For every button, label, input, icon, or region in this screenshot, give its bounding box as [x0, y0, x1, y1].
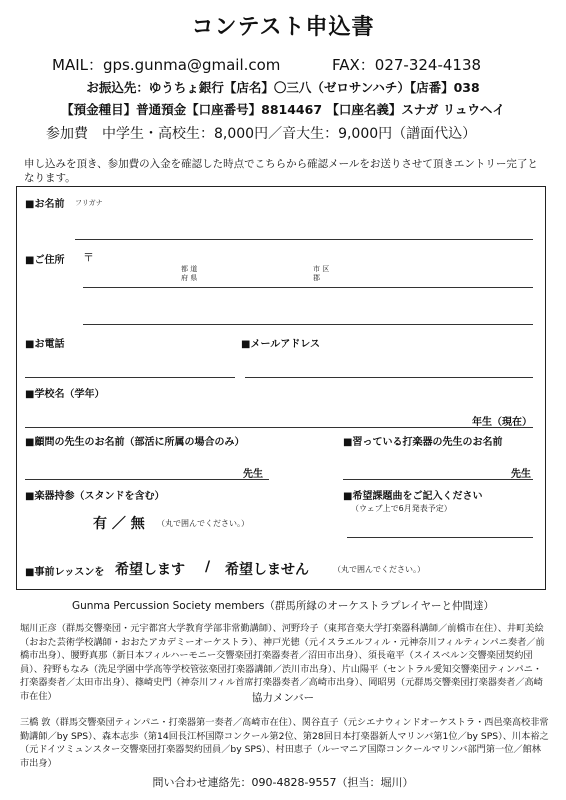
piece-note: （ウェブ上で6月発表予定） — [351, 504, 452, 513]
email-field[interactable] — [245, 377, 533, 378]
bank-info-line-2: 【預金種目】普通預金【口座番号】8814467 【口座名義】スナガ リュウヘイ — [61, 102, 505, 117]
teacher-field[interactable] — [343, 479, 533, 480]
advisor-label: ■顧問の先生のお名前（部活に所属の場合のみ） — [25, 437, 245, 448]
instrument-label: ■楽器持参（スタンドを含む） — [25, 491, 165, 502]
application-form — [16, 186, 546, 590]
members-list: 堀川正彦（群馬交響楽団・元宇都宮大学教育学部非常勤講師）、河野玲子（東邦音楽大学打楽器科講師／前橋市在住）、井町美絵（おおた芸術学校講師・おおたアカデミーオーケストラ）、神戸光徳（元イスラエルフィル・元神奈川フィルティンパニ奏者／前橋市出身）、腰野真那（新日本フィルハーモニー交響楽団打楽器奏者／沼田市出身）、須長竜平（スイスベルン交響楽団契約団員）、狩野もなみ（洗足学園中学高等学校管弦楽団打楽器講師／渋川市出身）、片山陽平（セントラル愛知交響楽団ティンパニ・打楽器奏者／太田市出身）、篠崎史門（神奈川フィル首席打楽器奏者／高崎市出身）、岡昭男（元群馬交響楽団打楽器奏者／高崎市在住） — [20, 623, 545, 702]
members-title: Gunma Percussion Society members（群馬所縁のオーケストラプレイヤーと仲間達） — [71, 600, 495, 612]
postal-mark: 〒 — [83, 251, 94, 264]
inquiry-contact: 問い合わせ連絡先：090-4828-9557（担当：堀川） — [152, 776, 414, 789]
grade-suffix: 年生（現在） — [472, 417, 532, 428]
fax-number: FAX：027-324-4138 — [332, 56, 482, 74]
school-field[interactable] — [25, 427, 533, 428]
furigana-label: フリガナ — [75, 199, 103, 207]
mail-address[interactable]: MAIL：gps.gunma@gmail.com — [52, 56, 281, 74]
phone-field[interactable] — [25, 377, 235, 378]
address-field-1[interactable] — [83, 287, 533, 288]
address-label: ■ご住所 — [25, 255, 65, 266]
advisor-sensei-suffix: 先生 — [243, 469, 263, 480]
name-field[interactable] — [75, 239, 533, 240]
cooperators-list: 三橋 敦（群馬交響楽団ティンパニ・打楽器第一奏者／高崎市在住）、関谷直子（元シエナウィンドオーケストラ・西邑楽高校非常勤講師／by SPS）、森本志歩（第14回長江杯国際コンクール第2位、第28回日本打楽器新人マリンバ第1位／by SPS）、川本裕之（元ドイツミュンスター交響楽団打楽器契約団員／by SPS）、村田恵子（ルーマニア国際コンクールマリンバ部門第一位／館林市出身） — [20, 717, 549, 769]
piece-field[interactable] — [347, 537, 533, 538]
email-label: ■メールアドレス — [241, 339, 320, 350]
instrument-choice[interactable]: 有 ／ 無 — [93, 516, 145, 532]
school-label: ■学校名（学年） — [25, 389, 105, 400]
fee-line: 参加費 中学生・高校生：8,000円／音大生：9,000円（譜面代込） — [46, 126, 477, 142]
lesson-no-option[interactable]: 希望しません — [225, 562, 309, 578]
advisor-field[interactable] — [25, 479, 269, 480]
prefecture-label: 都 道 府 県 — [181, 265, 198, 282]
lesson-separator: / — [205, 559, 211, 575]
intro-text: 申し込みを頂き、参加費の入金を確認した時点でこちらから確認メールをお送りさせて頂きエントリー完了となります。 — [24, 158, 538, 184]
phone-label: ■お電話 — [25, 339, 65, 350]
teacher-sensei-suffix: 先生 — [511, 469, 531, 480]
lesson-yes-option[interactable]: 希望します — [115, 562, 185, 578]
lesson-label: ■事前レッスンを — [25, 567, 105, 578]
teacher-label: ■習っている打楽器の先生のお名前 — [343, 437, 503, 448]
cooperators-title: 協力メンバー — [251, 692, 315, 704]
lesson-circle-note: （丸で囲んでください。） — [333, 565, 425, 574]
name-label: ■お名前 — [25, 199, 65, 210]
instrument-circle-note: （丸で囲んでください。） — [157, 519, 249, 528]
piece-label: ■希望課題曲をご記入ください — [343, 491, 483, 502]
page-title: コンテスト申込書 — [191, 15, 375, 40]
address-field-2[interactable] — [83, 324, 533, 325]
bank-info-line-1: お振込先：ゆうちょ銀行【店名】〇三八（ゼロサンハチ）【店番】038 — [86, 80, 480, 95]
city-label: 市 区 郡 — [313, 265, 330, 282]
